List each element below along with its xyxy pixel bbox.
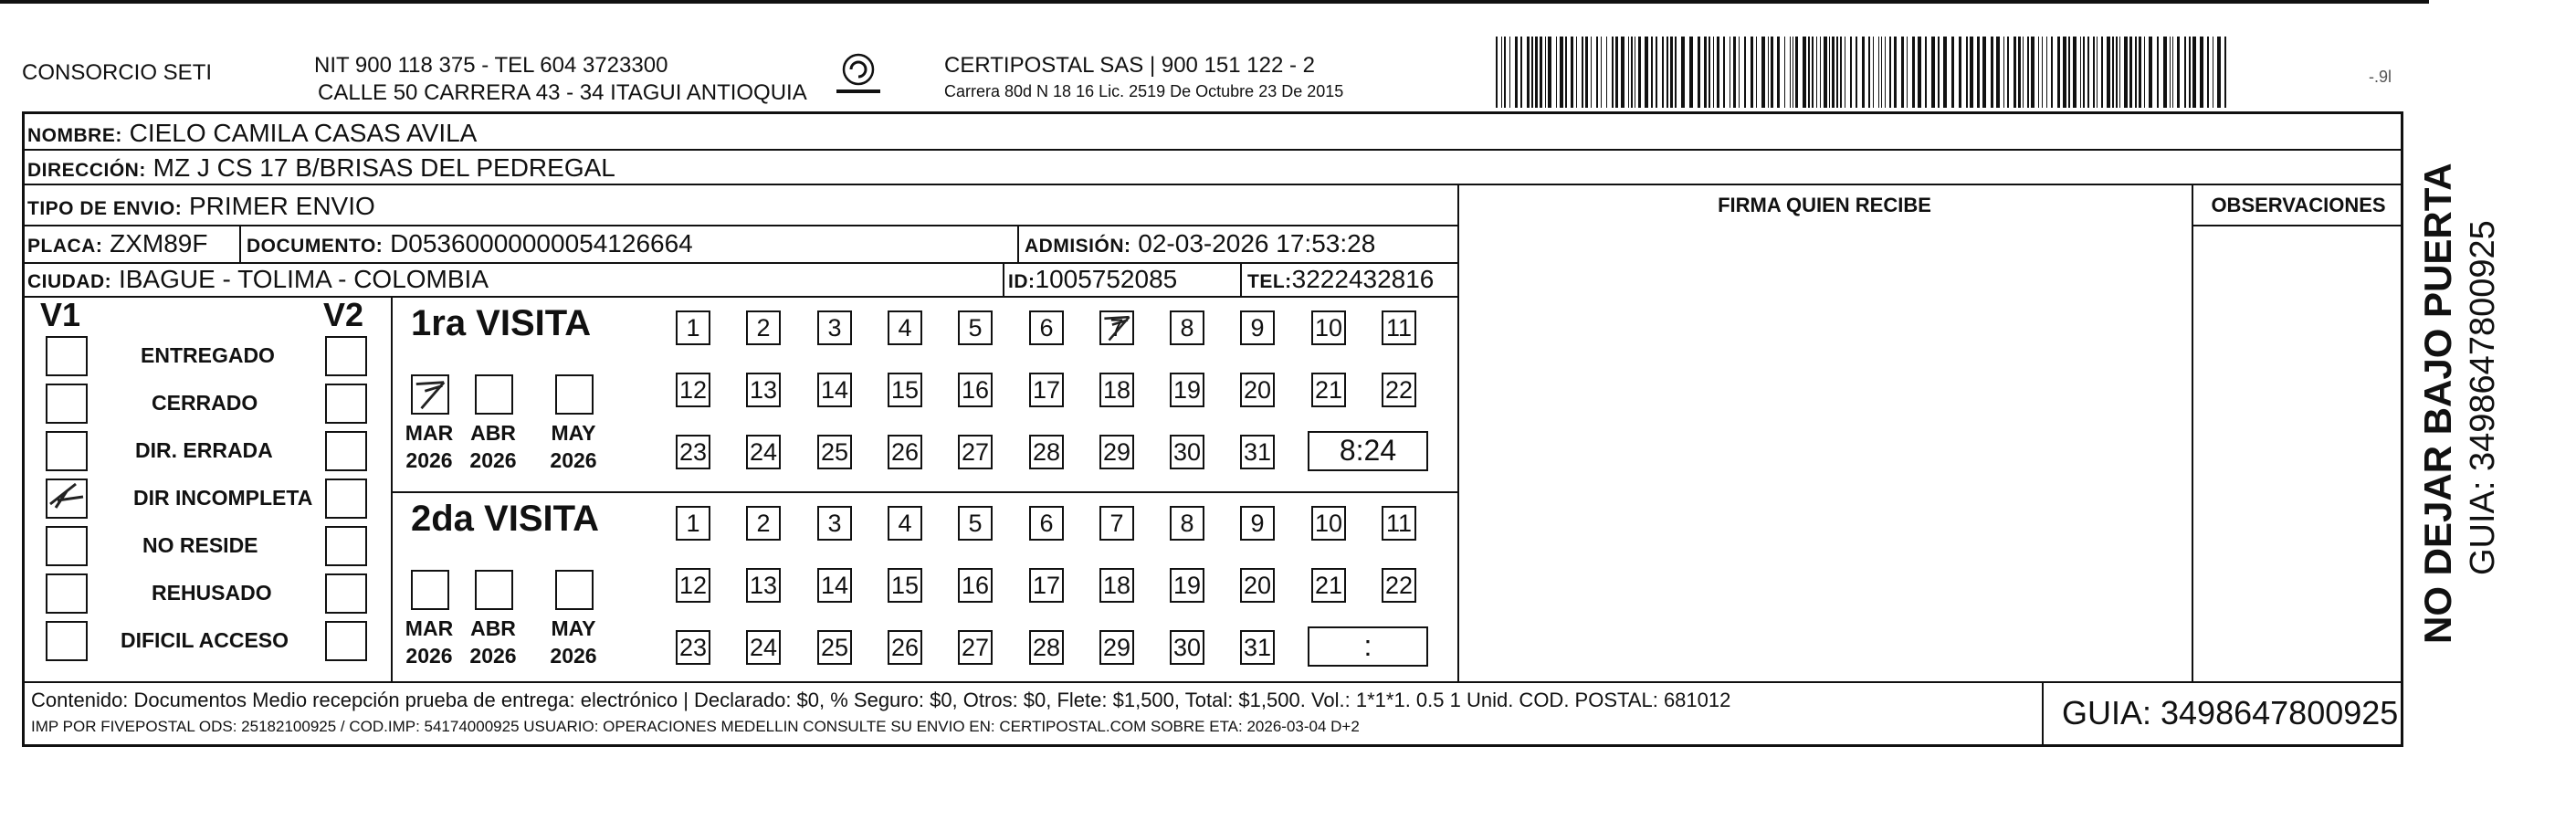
v2-checkbox[interactable] [325,621,367,661]
footer-col-divider [2042,681,2044,747]
month-checkbox[interactable] [555,374,594,415]
day-box[interactable]: 29 [1099,435,1134,469]
day-box[interactable]: 16 [958,373,993,407]
row-divider [22,296,1457,298]
v1-checkbox[interactable] [46,384,88,424]
v1-checkbox[interactable] [46,479,88,519]
day-box[interactable]: 12 [676,568,710,603]
ciudad-value: IBAGUE - TOLIMA - COLOMBIA [118,265,489,293]
v2-checkbox[interactable] [325,526,367,566]
month-name: ABR [470,616,516,640]
day-box[interactable]: 25 [817,630,852,665]
day-box[interactable]: 31 [1240,435,1275,469]
day-box[interactable]: 19 [1170,373,1204,407]
day-box[interactable]: 22 [1382,373,1416,407]
checkmark-icon [1101,312,1132,343]
visit1-title: 1ra VISITA [411,303,592,343]
day-box[interactable]: 30 [1170,435,1204,469]
month-name: MAR [405,616,454,640]
imp-line: IMP POR FIVEPOSTAL ODS: 25182100925 / COD.IMP: 54174000925 USUARIO: OPERACIONES MEDELLIN CONSULTE SU ENVIO EN: CERTIPOSTAL.COM SOBRE ETA: 2026-03-04 D+2 [31,718,1360,735]
day-box[interactable]: 26 [888,630,922,665]
nombre-value: CIELO CAMILA CASAS AVILA [129,119,478,147]
day-box[interactable]: 5 [958,310,993,345]
day-box[interactable]: 11 [1382,310,1416,345]
contenido-line: Contenido: Documentos Medio recepción prueba de entrega: electrónico | Declarado: $0, % Seguro: $0, Otros: $0, Flete: $1,500, Total: $1,500. Vol.: 1*1*1. 0.5 1 Unid. COD. POSTAL: 681012 [31,689,1731,711]
day-box[interactable]: 15 [888,568,922,603]
day-box[interactable]: 1 [676,506,710,541]
month-year: 2026 [469,643,517,668]
visit-divider [391,491,1457,493]
month-year: 2026 [550,643,597,668]
firma-header: FIRMA QUIEN RECIBE [1718,194,1931,216]
checkmark-icon [413,376,447,413]
day-box[interactable]: 25 [817,435,852,469]
day-box[interactable]: 15 [888,373,922,407]
v1-checkbox[interactable] [46,336,88,376]
address-line: CALLE 50 CARRERA 43 - 34 ITAGUI ANTIOQUIA [318,80,807,105]
day-box[interactable]: 11 [1382,506,1416,541]
day-box[interactable]: 13 [746,373,781,407]
day-box[interactable]: 5 [958,506,993,541]
day-box[interactable]: 17 [1029,568,1064,603]
v1-header: V1 [40,296,81,333]
col-divider [2192,184,2193,681]
tipo-envio-field: TIPO DE ENVIO: PRIMER ENVIO [27,192,375,220]
side-warning: NO DEJAR BAJO PUERTA [2416,163,2459,644]
month-checkbox[interactable] [411,570,449,610]
month-checkbox[interactable] [411,374,449,415]
status-divider [391,296,393,681]
status-label: DIR INCOMPLETA [133,486,313,510]
col-divider [1457,184,1459,681]
day-box[interactable]: 6 [1029,506,1064,541]
v2-checkbox[interactable] [325,336,367,376]
cell-divider [1003,262,1004,296]
v2-checkbox[interactable] [325,384,367,424]
direccion-value: MZ J CS 17 B/BRISAS DEL PEDREGAL [152,153,615,182]
courier-license: Carrera 80d N 18 16 Lic. 2519 De Octubre 23 De 2015 [944,82,1344,100]
day-box[interactable]: 29 [1099,630,1134,665]
day-box[interactable]: 8 [1170,506,1204,541]
tel-value: 3222432816 [1291,265,1435,293]
month-checkbox[interactable] [475,570,513,610]
status-label: ENTREGADO [141,343,275,367]
status-label: REHUSADO [152,581,272,605]
id-field: ID:1005752085 [1008,265,1178,293]
day-box[interactable]: 3 [817,310,852,345]
month-label [546,615,601,670]
month-label [466,615,520,670]
month-name: ABR [470,421,516,445]
month-label [402,615,457,670]
nit-line: NIT 900 118 375 - TEL 604 3723300 [314,53,668,78]
status-label: DIR. ERRADA [135,438,273,462]
month-name: MAY [551,421,596,445]
v1-checkbox[interactable] [46,573,88,614]
day-box[interactable]: 7 [1099,506,1134,541]
month-label [546,420,601,475]
day-box[interactable]: 24 [746,630,781,665]
v2-header: V2 [323,296,364,333]
month-label [402,420,457,475]
day-box[interactable]: 9 [1240,506,1275,541]
checkmark-icon [47,480,86,517]
day-box[interactable]: 22 [1382,568,1416,603]
day-box[interactable]: 3 [817,506,852,541]
day-box[interactable]: 4 [888,506,922,541]
day-box[interactable]: 13 [746,568,781,603]
row-divider [22,225,1457,226]
footer-guia: GUIA: 3498647800925 [2062,694,2399,731]
day-box[interactable]: 2 [746,310,781,345]
day-box[interactable]: 31 [1240,630,1275,665]
day-box[interactable]: 8 [1170,310,1204,345]
barcode [1496,37,2226,108]
row-divider [2192,225,2403,226]
admision-field: ADMISIÓN: 02-03-2026 17:53:28 [1025,229,1376,258]
row-divider [22,184,2403,185]
day-box[interactable]: 30 [1170,630,1204,665]
v2-checkbox[interactable] [325,479,367,519]
day-box[interactable]: 28 [1029,435,1064,469]
day-box[interactable]: 21 [1311,568,1346,603]
month-year: 2026 [405,643,453,668]
documento-value: D05360000000054126664 [390,229,693,258]
day-box[interactable]: 27 [958,630,993,665]
day-box[interactable]: 2 [746,506,781,541]
v2-checkbox[interactable] [325,431,367,471]
visit2-title: 2da VISITA [411,499,599,539]
admision-value: 02-03-2026 17:53:28 [1138,229,1376,258]
month-label [466,420,520,475]
day-box[interactable]: 10 [1311,310,1346,345]
v1-checkbox[interactable] [46,431,88,471]
month-year: 2026 [550,447,597,472]
day-box[interactable]: 21 [1311,373,1346,407]
day-box[interactable]: 20 [1240,568,1275,603]
v2-checkbox[interactable] [325,573,367,614]
month-checkbox[interactable] [475,374,513,415]
time-field[interactable]: 8:24 [1308,431,1428,471]
corner-mark: -.9l [2369,68,2392,86]
side-guia: GUIA: 3498647800925 [2464,220,2502,575]
cell-divider [1240,262,1242,296]
day-box[interactable]: 23 [676,435,710,469]
day-box[interactable]: 20 [1240,373,1275,407]
observaciones-header: OBSERVACIONES [2211,194,2386,216]
day-box[interactable]: 16 [958,568,993,603]
day-box[interactable]: 24 [746,435,781,469]
cell-divider [239,225,241,262]
day-box[interactable]: 28 [1029,630,1064,665]
day-box[interactable]: 18 [1099,373,1134,407]
time-field[interactable]: : [1308,626,1428,667]
day-box[interactable]: 17 [1029,373,1064,407]
day-box[interactable]: 23 [676,630,710,665]
month-checkbox[interactable] [555,570,594,610]
id-value: 1005752085 [1035,265,1178,293]
v1-checkbox[interactable] [46,526,88,566]
day-box[interactable]: 19 [1170,568,1204,603]
status-label: DIFICIL ACCESO [121,628,289,652]
placa-value: ZXM89F [110,229,208,258]
nombre-field: NOMBRE: CIELO CAMILA CASAS AVILA [27,119,478,147]
month-name: MAY [551,616,596,640]
ciudad-field: CIUDAD: IBAGUE - TOLIMA - COLOMBIA [27,265,489,293]
month-year: 2026 [469,447,517,472]
documento-field: DOCUMENTO: D05360000000054126664 [247,229,693,258]
certipostal-logo [831,51,886,100]
day-box[interactable]: 14 [817,568,852,603]
tipo-envio-value: PRIMER ENVIO [188,192,375,220]
day-box[interactable]: 7 [1099,310,1134,345]
day-box[interactable]: 18 [1099,568,1134,603]
footer-divider [22,681,2403,683]
day-box[interactable]: 6 [1029,310,1064,345]
placa-field: PLACA: ZXM89F [27,229,208,258]
courier-name: CERTIPOSTAL SAS | 900 151 122 - 2 [944,53,1315,78]
day-box[interactable]: 12 [676,373,710,407]
v1-checkbox[interactable] [46,621,88,661]
day-box[interactable]: 4 [888,310,922,345]
day-box[interactable]: 14 [817,373,852,407]
day-box[interactable]: 9 [1240,310,1275,345]
tel-field: TEL:3222432816 [1247,265,1435,293]
day-box[interactable]: 10 [1311,506,1346,541]
direccion-field: DIRECCIÓN: MZ J CS 17 B/BRISAS DEL PEDREGAL [27,153,615,182]
day-box[interactable]: 1 [676,310,710,345]
day-box[interactable]: 27 [958,435,993,469]
day-box[interactable]: 26 [888,435,922,469]
month-year: 2026 [405,447,453,472]
top-border [0,0,2429,4]
status-label: NO RESIDE [142,533,258,557]
status-label: CERRADO [152,391,258,415]
month-name: MAR [405,421,454,445]
company-name: CONSORCIO SETI [22,60,213,85]
cell-divider [1017,225,1019,262]
row-divider [22,149,2403,151]
row-divider [22,262,1457,264]
